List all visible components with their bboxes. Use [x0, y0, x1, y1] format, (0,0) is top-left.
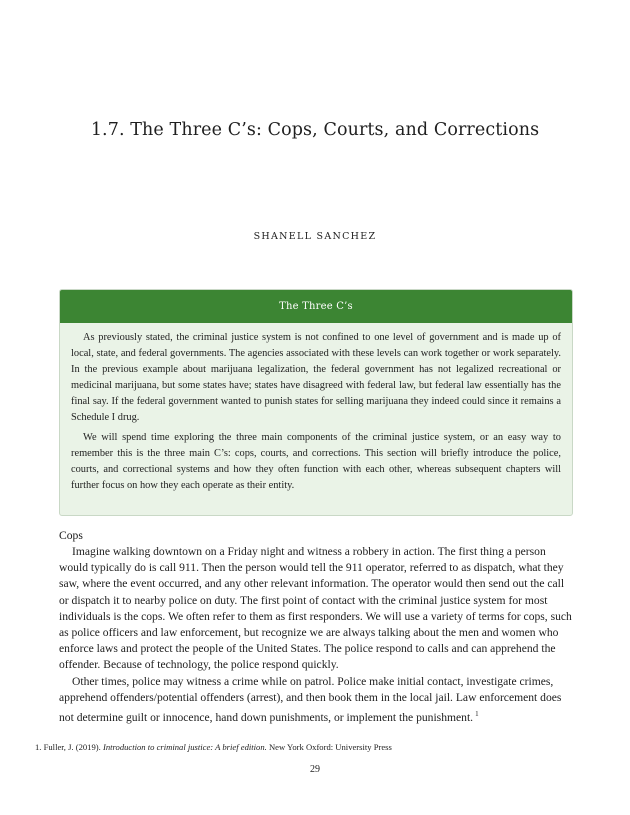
- cops-section: [59, 528, 573, 726]
- section-heading: Cops: [59, 529, 83, 542]
- chapter-title: 1.7. The Three C’s: Cops, Courts, and Corrections: [90, 120, 540, 140]
- footnote: [35, 742, 392, 752]
- body-paragraph: Imagine walking downtown on a Friday night and witness a robbery in action. The first thing a person would typically do is call 911. Then the person would tell the 911 operator, referred to as dispatch, what they saw, where the event occurred, and any other relevant information. The operator would then send out the call or dispatch it to nearby police on duty. The first point of contact with the criminal justice system for most individuals is the cops. We often refer to them as first responders. We will use a variety of terms for cops, such as police officers and law enforcement, but recognize we are always talking about the men and women who enforce laws and protect the people of the United States. The police respond to calls and can apprehend the offender. Because of technology, the police respond quickly.: [59, 545, 572, 672]
- body-paragraph-text: Other times, police may witness a crime while on patrol. Police make initial contact, investigate crimes, apprehend offenders/potential offenders (arrest), and then book them in the local jail. Law enforcement does not determine guilt or innocence, hand down punishments, or implement the punishment.: [59, 674, 562, 725]
- page-number: 29: [310, 764, 320, 775]
- footnote-number: 1.: [35, 742, 42, 752]
- footnote-reference-link[interactable]: 1: [475, 710, 479, 719]
- body-paragraph: [59, 674, 573, 727]
- footnote-author: Fuller, J. (2019).: [43, 742, 101, 752]
- callout-paragraph: We will spend time exploring the three main components of the criminal justice system, or an easy way to remember this is the three main C’s: cops, courts, and corrections. This section will briefly introduce the police, courts, and correctional systems and how they often function with each other, whereas subsequent chapters will further focus on how they each operate as their entity.: [71, 432, 561, 491]
- callout-box-header: The Three C’s: [60, 290, 572, 323]
- footnote-title: Introduction to criminal justice: A brief edition.: [102, 742, 267, 752]
- three-cs-callout-box: [59, 289, 573, 516]
- callout-paragraph: As previously stated, the criminal justice system is not confined to one level of government and is made up of local, state, and federal governments. The agencies associated with these levels can work together or work separately. In the previous example about marijuana legalization, the federal government has not legalized recreational or medicinal marijuana, but some states have; states have disagreed with federal law, but federal law essentially has the final say. If the federal government wanted to punish states for selling marijuana they indeed could since it remains a Schedule I drug.: [71, 332, 561, 423]
- author-name: SHANELL SANCHEZ: [253, 231, 377, 242]
- callout-box-body: [60, 323, 572, 494]
- footnote-publisher: New York Oxford: University Press: [268, 742, 392, 752]
